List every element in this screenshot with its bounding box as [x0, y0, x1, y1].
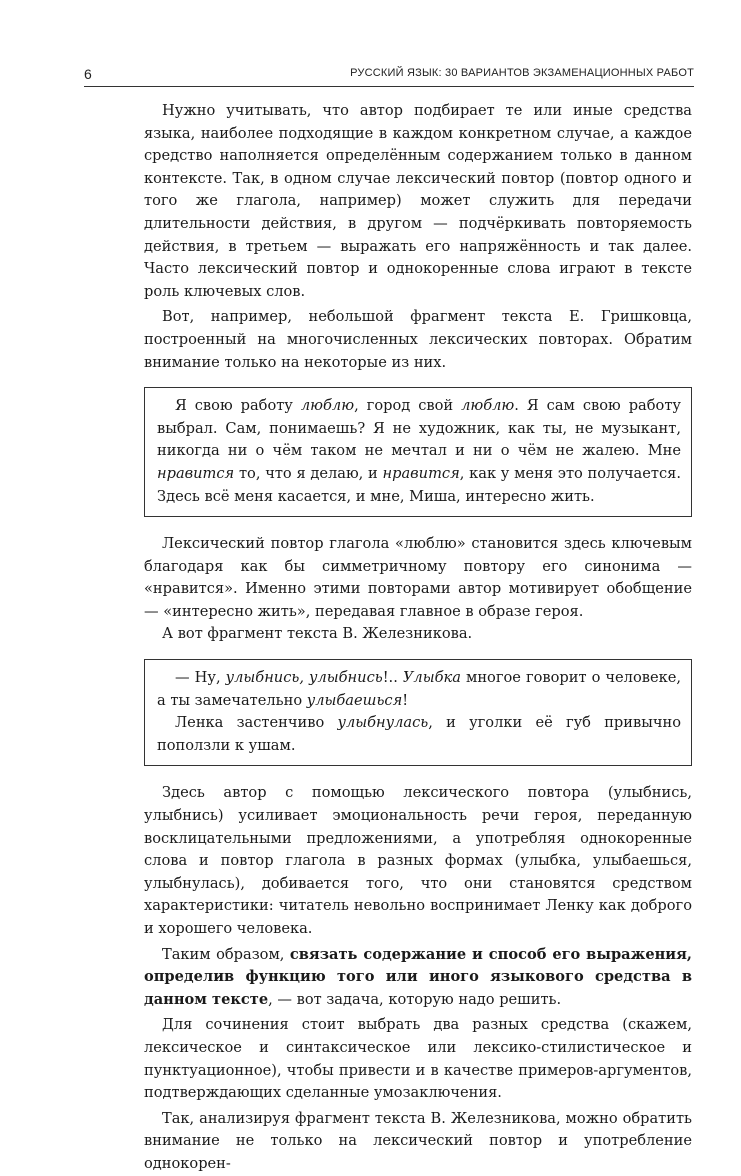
- emphasis: люблю: [461, 397, 515, 415]
- paragraph-analysis-2: Здесь автор с помощью лексического повтора (улыбнись, улыбнись) усиливает эмоциональность речи героя, переданную восклицательными предложениями, а употребляя однокоренные слова и повтор глагола в разных формах (улыбка, улыбаешься, улыбнулась), добивается того, что они становятся средством характеристики: читатель невольно воспринимает Ленку как доброго и хорошего человека.: [144, 784, 692, 937]
- quote-line-2: Ленка застенчиво улыбнулась, и уголки её губ привычно поползли к ушам.: [157, 714, 681, 754]
- quote-box-grishkovets: [144, 387, 692, 517]
- quote-box-zheleznikov: [144, 659, 692, 766]
- emphasis: нравится: [157, 464, 235, 482]
- paragraph-essay-advice: Для сочинения стоит выбрать два разных средства (скажем, лексическое и синтаксическое или лексико-стилистическое и пунктуационное), чтобы привести и в качестве примеров-аргументов, подтверждающих сделанные умозаключения.: [144, 1016, 692, 1102]
- emphasis: нравится: [382, 464, 460, 482]
- emphasis: улыбаешься: [306, 691, 403, 709]
- paragraph-zheleznikov-intro: А вот фрагмент текста В. Железникова.: [162, 625, 473, 643]
- emphasis: люблю: [300, 397, 355, 415]
- emphasis: улыбнулась: [337, 714, 429, 732]
- paragraph-grishkovets-intro: Вот, например, небольшой фрагмент текста Е. Гришковца, построенный на многочисленных лексических повторах. Обратим внимание только на некоторые из них.: [144, 308, 692, 371]
- paragraph-intro: Нужно учитывать, что автор подбирает те или иные средства языка, наиболее подходящие в каждом конкретном случае, а каждое средство наполняется определённым содержанием только в данном контексте. Так, в одном случае лексический повтор (повтор одного и того же глагола, например) может служить для передачи длительности действия, в другом — подчёркивать повторяемость действия, в третьем — выражать его напряжённость и так далее. Часто лексический повтор и однокоренные слова играют в тексте роль ключевых слов.: [144, 102, 692, 300]
- paragraph-continuation: Так, анализируя фрагмент текста В. Железникова, можно обратить внимание не только на лексический повтор и употребление однокорен-: [144, 1109, 692, 1172]
- emphasis: Улыбка: [402, 669, 461, 687]
- quote-text: Я свою работу люблю, город свой люблю. Я сам свою работу выбрал. Сам, понимаешь? Я не художник, как ты, не музыкант, никогда ни о чём таком не мечтал и ни о чём не жалею. Мне нравится то, что я делаю, и нравится, как у меня это получается. Здесь всё меня касается, и мне, Миша, интересно жить.: [157, 397, 681, 505]
- emphasis: улыбнись, улыбнись: [225, 669, 383, 687]
- paragraph-analysis-1: Лексический повтор глагола «люблю» становится здесь ключевым благодаря как бы симметричному повтору его синонима — «нравится». Именно этими повторами автор мотивирует обобщение — «интересно жить», передавая главное в образе героя.: [144, 535, 692, 620]
- paragraph-conclusion: Таким образом, связать содержание и способ его выражения, определив функцию того или иного языкового средства в данном тексте, — вот задача, которую надо решить.: [144, 945, 692, 1008]
- quote-line-1: — Ну, улыбнись, улыбнись!.. Улыбка многое говорит о человеке, а ты замечательно улыбаешься!: [157, 669, 681, 709]
- body-text: [144, 100, 692, 1176]
- header-rule: [84, 86, 694, 87]
- running-title: РУССКИЙ ЯЗЫК: 30 ВАРИАНТОВ ЭКЗАМЕНАЦИОННЫХ РАБОТ: [350, 67, 694, 79]
- page-number: 6: [84, 66, 92, 82]
- bold-emphasis: связать содержание и способ его выражения, определив функцию того или иного языкового средства в данном тексте: [144, 945, 692, 1008]
